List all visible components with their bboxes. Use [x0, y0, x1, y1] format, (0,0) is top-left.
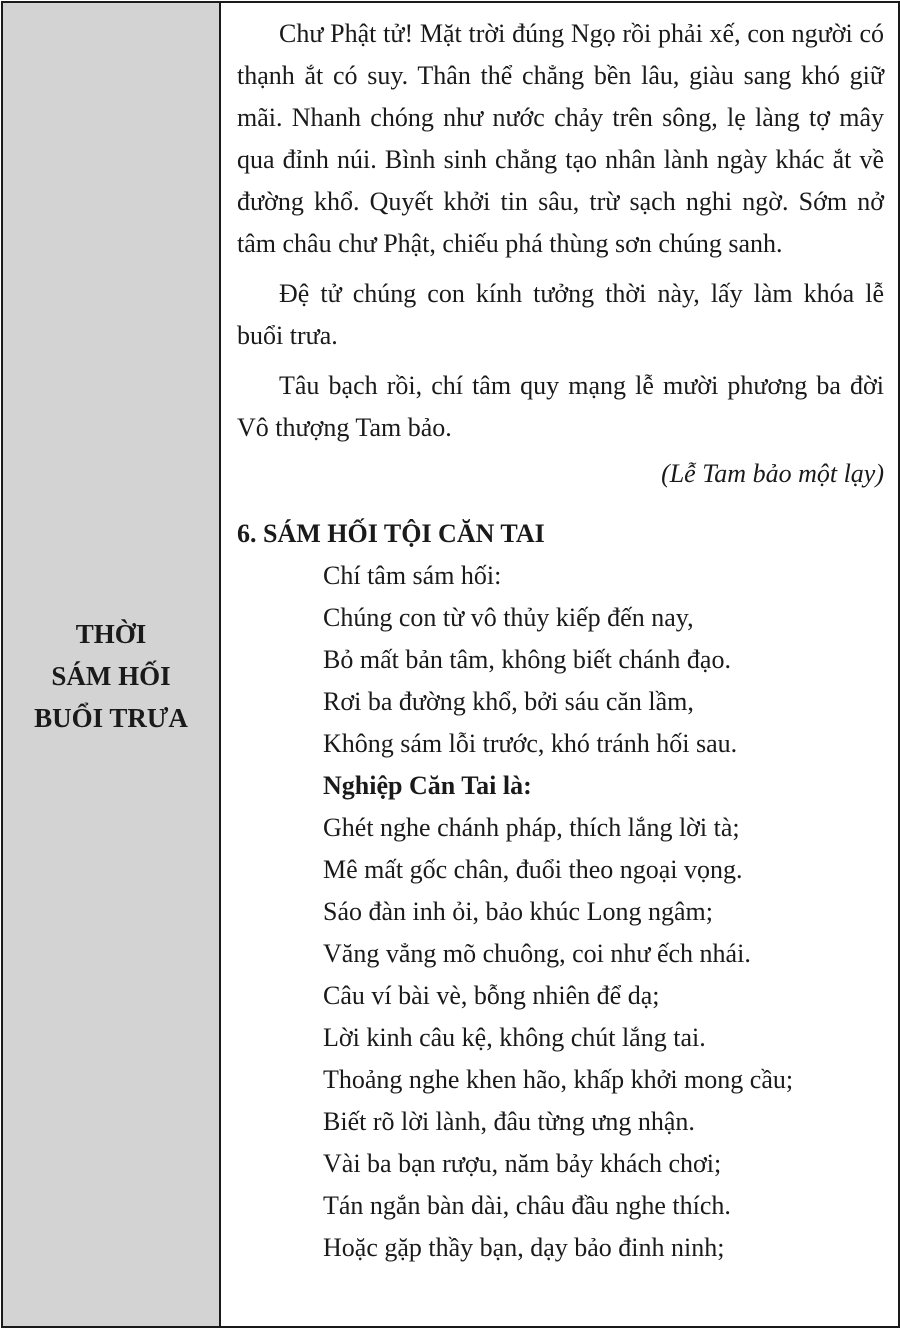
section-title-line: SÁM HỐI [51, 660, 171, 691]
verse-line: Rơi ba đường khổ, bởi sáu căn lầm, [323, 687, 694, 716]
section-label-cell [3, 3, 221, 1326]
verse-line: Chúng con từ vô thủy kiếp đến nay, [323, 603, 694, 632]
page-table [1, 1, 900, 1328]
verse-line: Sáo đàn inh ỏi, bảo khúc Long ngâm; [323, 897, 713, 926]
section-title-line: BUỔI TRƯA [34, 702, 188, 733]
section-title-line: THỜI [75, 618, 147, 649]
verse-line: Không sám lỗi trước, khó tránh hối sau. [323, 729, 738, 758]
verse-line: Bỏ mất bản tâm, không biết chánh đạo. [323, 645, 731, 674]
paragraph: Tâu bạch rồi, chí tâm quy mạng lễ mười phương ba đời Vô thượng Tam bảo. [237, 371, 884, 442]
verse-line: Tán ngắn bàn dài, châu đầu nghe thích. [323, 1191, 731, 1220]
verse-line: Ghét nghe chánh pháp, thích lắng lời tà; [323, 813, 740, 842]
paragraph: Đệ tử chúng con kính tưởng thời này, lấy làm khóa lễ buổi trưa. [237, 279, 884, 350]
verse-line: Chí tâm sám hối: [323, 561, 502, 590]
ritual-note: (Lễ Tam bảo một lạy) [661, 459, 884, 488]
section-title [34, 613, 188, 739]
verse-line: Lời kinh câu kệ, không chút lắng tai. [323, 1023, 706, 1052]
paragraph: Chư Phật tử! Mặt trời đúng Ngọ rồi phải xế, con người có thạnh ắt có suy. Thân thể chẳng bền lâu, giàu sang khó giữ mãi. Nhanh chóng như nước chảy trên sông, lẹ làng tợ mây qua đỉnh núi. Bình sinh chẳng tạo nhân lành ngày khác ắt về đường khổ. Quyết khởi tin sâu, trừ sạch nghi ngờ. Sớm nở tâm châu chư Phật, chiếu phá thùng sơn chúng sanh. [237, 19, 884, 258]
verse-line: Thoảng nghe khen hão, khấp khởi mong cầu; [323, 1065, 794, 1094]
text-content-cell [221, 3, 898, 1326]
verse-subheading: Nghiệp Căn Tai là: [323, 771, 532, 800]
section-heading: 6. SÁM HỐI TỘI CĂN TAI [237, 519, 545, 548]
verse-block [237, 555, 884, 1269]
verse-line: Vài ba bạn rượu, năm bảy khách chơi; [323, 1149, 722, 1178]
verse-line: Văng vẳng mõ chuông, coi như ếch nhái. [323, 939, 751, 968]
verse-line: Mê mất gốc chân, đuổi theo ngoại vọng. [323, 855, 743, 884]
verse-line: Hoặc gặp thầy bạn, dạy bảo đinh ninh; [323, 1233, 725, 1262]
verse-line: Biết rõ lời lành, đâu từng ưng nhận. [323, 1107, 695, 1136]
verse-line: Câu ví bài vè, bỗng nhiên để dạ; [323, 981, 660, 1010]
